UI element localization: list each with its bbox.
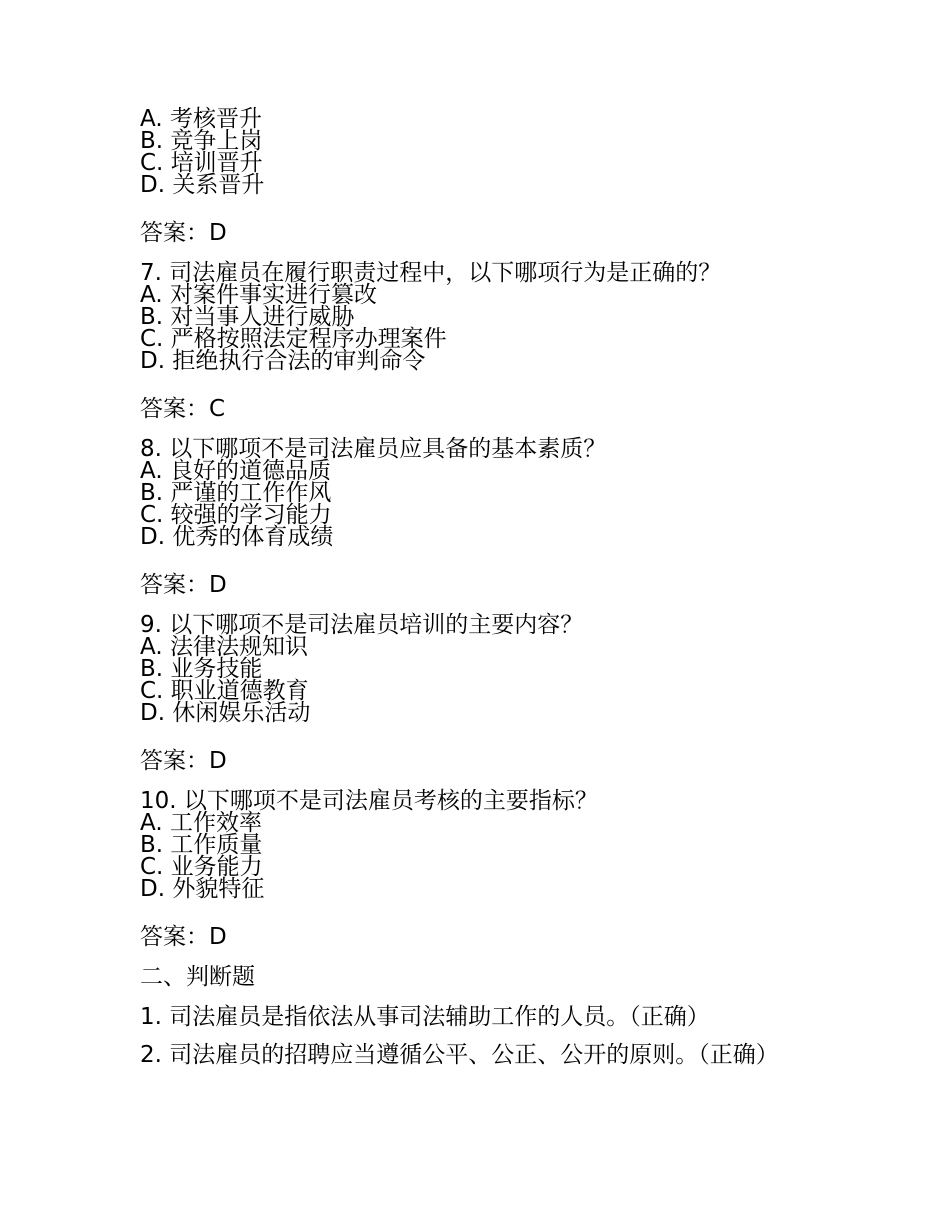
option-b: B. 严谨的工作作风 <box>140 480 332 506</box>
answer-6: 答案：D <box>140 220 227 246</box>
answer-10: 答案：D <box>140 924 227 950</box>
question-stem: 7. 司法雇员在履行职责过程中，以下哪项行为是正确的？ <box>140 260 722 286</box>
option-c: C. 业务能力 <box>140 854 263 880</box>
option-d: D. 拒绝执行合法的审判命令 <box>140 348 426 374</box>
option-b: B. 竞争上岗 <box>140 128 263 154</box>
option-c: C. 严格按照法定程序办理案件 <box>140 326 447 352</box>
question-6-options <box>140 108 820 196</box>
option-b: B. 工作质量 <box>140 832 263 858</box>
question-7 <box>140 262 820 372</box>
judgment-2: 2. 司法雇员的招聘应当遵循公平、公正、公开的原则。（正确） <box>140 1042 779 1068</box>
judgment-1: 1. 司法雇员是指依法从事司法辅助工作的人员。（正确） <box>140 1004 710 1030</box>
document-content <box>140 108 820 1066</box>
question-stem: 10. 以下哪项不是司法雇员考核的主要指标？ <box>140 788 598 814</box>
option-d: D. 关系晋升 <box>140 172 265 198</box>
option-d: D. 外貌特征 <box>140 876 265 902</box>
option-b: B. 业务技能 <box>140 656 263 682</box>
option-c: C. 较强的学习能力 <box>140 502 332 528</box>
question-stem: 9. 以下哪项不是司法雇员培训的主要内容？ <box>140 612 584 638</box>
option-a: A. 考核晋升 <box>140 106 262 132</box>
answer-8: 答案：D <box>140 572 227 598</box>
question-10 <box>140 790 820 900</box>
question-stem: 8. 以下哪项不是司法雇员应具备的基本素质？ <box>140 436 607 462</box>
answer-7: 答案：C <box>140 396 226 422</box>
option-a: A. 良好的道德品质 <box>140 458 331 484</box>
question-9 <box>140 614 820 724</box>
option-a: A. 工作效率 <box>140 810 262 836</box>
answer-9: 答案：D <box>140 748 227 774</box>
option-c: C. 职业道德教育 <box>140 678 309 704</box>
option-d: D. 优秀的体育成绩 <box>140 524 334 550</box>
option-b: B. 对当事人进行威胁 <box>140 304 355 330</box>
option-c: C. 培训晋升 <box>140 150 263 176</box>
question-8 <box>140 438 820 548</box>
option-d: D. 休闲娱乐活动 <box>140 700 311 726</box>
option-a: A. 法律法规知识 <box>140 634 308 660</box>
section-title: 二、判断题 <box>140 964 255 990</box>
option-a: A. 对案件事实进行篡改 <box>140 282 377 308</box>
